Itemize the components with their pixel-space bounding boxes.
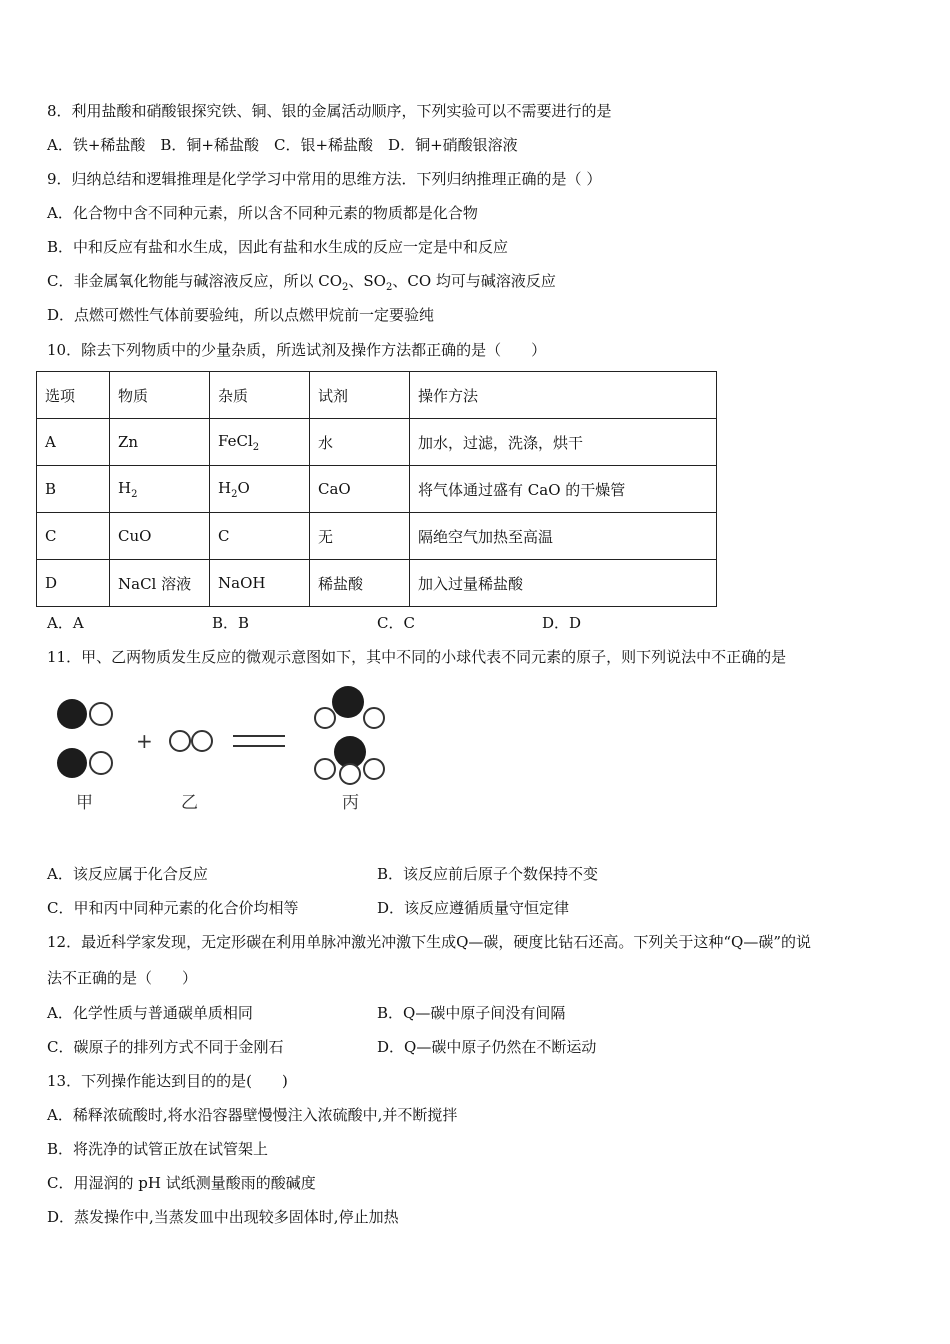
row-impurity: C: [210, 513, 310, 560]
header-option: 选项: [37, 372, 110, 419]
molecule-bing-1: [315, 686, 384, 728]
q9-c-sub-1: 2: [342, 282, 349, 293]
header-substance: 物质: [110, 372, 210, 419]
q9-option-d: D．点燃可燃性气体前要验纯，所以点燃甲烷前一定要验纯: [47, 306, 435, 324]
q11-stem: 11．甲、乙两物质发生反应的微观示意图如下，其中不同的小球代表不同元素的原子，则下列说法中不正确的是: [47, 648, 787, 666]
row-reagent: 稀盐酸: [310, 560, 410, 607]
row-method: 将气体通过盛有 CaO 的干燥管: [410, 466, 717, 513]
row-option: B: [37, 466, 110, 513]
q9-c-text-2: 、SO: [348, 272, 386, 290]
molecule-jia-2: [57, 748, 112, 778]
q9-option-a: A．化合物中含不同种元素，所以含不同种元素的物质都是化合物: [47, 204, 478, 222]
q9-option-c: [47, 271, 556, 298]
q12-stem-line1: 12．最近科学家发现，无定形碳在利用单脉冲激光冲激下生成Q—碳，硬度比钻石还高。下列关于这种“Q—碳”的说: [47, 933, 812, 951]
row-reagent: 无: [310, 513, 410, 560]
q10-option-d: D．D: [542, 614, 582, 632]
q11-option-c: C．甲和丙中同种元素的化合价均相等: [47, 899, 299, 917]
row-impurity: [210, 419, 310, 466]
row-method: 加水，过滤，洗涤，烘干: [410, 419, 717, 466]
table-header-row: [37, 372, 717, 419]
impurity-sub: 2: [231, 488, 238, 500]
q8-stem: 8．利用盐酸和硝酸银探究铁、铜、银的金属活动顺序，下列实验可以不需要进行的是: [47, 102, 612, 120]
row-substance: [110, 466, 210, 513]
q12-option-d: D．Q—碳中原子仍然在不断运动: [377, 1038, 597, 1056]
q10-option-b: B．B: [212, 614, 250, 632]
impurity-main: FeCl: [218, 431, 253, 450]
q9-c-text-3: 、CO 均可与碱溶液反应: [392, 272, 556, 290]
q8-options: A．铁+稀盐酸 B．铜+稀盐酸 C．银+稀盐酸 D．铜+硝酸银溶液: [47, 136, 518, 154]
q11-option-b: B．该反应前后原子个数保持不变: [377, 865, 599, 883]
q12-option-b: B．Q—碳中原子间没有间隔: [377, 1004, 566, 1022]
impurity-tail: O: [237, 478, 250, 497]
header-impurity: 杂质: [210, 372, 310, 419]
q10-option-c: C．C: [377, 614, 415, 632]
table-row: [37, 466, 717, 513]
row-option: D: [37, 560, 110, 607]
q13-option-a: A．稀释浓硫酸时,将水沿容器壁慢慢注入浓硫酸中,并不断搅拌: [47, 1106, 458, 1124]
label-jia: 甲: [76, 793, 93, 813]
row-method: 隔绝空气加热至高温: [410, 513, 717, 560]
row-option: C: [37, 513, 110, 560]
header-method: 操作方法: [410, 372, 717, 419]
q10-table: [36, 371, 717, 607]
plus-sign: +: [136, 729, 153, 753]
q9-option-b: B．中和反应有盐和水生成，因此有盐和水生成的反应一定是中和反应: [47, 238, 509, 256]
row-substance: CuO: [110, 513, 210, 560]
row-method: 加入过量稀盐酸: [410, 560, 717, 607]
row-reagent: CaO: [310, 466, 410, 513]
q9-stem: 9．归纳总结和逻辑推理是化学学习中常用的思维方法．下列归纳推理正确的是（ ）: [47, 170, 602, 188]
label-yi: 乙: [181, 793, 198, 813]
q13-option-b: B．将洗净的试管正放在试管架上: [47, 1140, 269, 1158]
q13-option-c: C．用湿润的 pH 试纸测量酸雨的酸碱度: [47, 1174, 316, 1192]
q11-option-d: D．该反应遵循质量守恒定律: [377, 899, 570, 917]
molecule-yi: [170, 731, 212, 751]
row-option: A: [37, 419, 110, 466]
q10-option-a: A．A: [47, 614, 84, 632]
table-row: [37, 513, 717, 560]
q10-stem: 10．除去下列物质中的少量杂质，所选试剂及操作方法都正确的是（ ）: [47, 341, 547, 359]
q13-option-d: D．蒸发操作中,当蒸发皿中出现较多固体时,停止加热: [47, 1208, 399, 1226]
impurity-main: H: [218, 478, 232, 497]
q9-c-sub-2: 2: [385, 282, 393, 293]
reaction-arrow: [233, 736, 285, 746]
q12-stem-line2: 法不正确的是（ ）: [47, 969, 198, 987]
row-impurity: NaOH: [210, 560, 310, 607]
row-reagent: 水: [310, 419, 410, 466]
row-impurity: [210, 466, 310, 513]
molecule-bing-2: [315, 736, 384, 784]
substance-main: H: [118, 478, 132, 497]
q13-stem: 13．下列操作能达到目的的是( ): [47, 1072, 288, 1090]
table-row: [37, 560, 717, 607]
impurity-sub: 2: [252, 441, 260, 453]
label-bing: 丙: [342, 793, 359, 813]
q11-option-a: A．该反应属于化合反应: [47, 865, 208, 883]
molecule-jia-1: [57, 699, 112, 729]
q12-option-a: A．化学性质与普通碳单质相同: [47, 1004, 253, 1022]
row-substance: Zn: [110, 419, 210, 466]
q12-option-c: C．碳原子的排列方式不同于金刚石: [47, 1038, 284, 1056]
header-reagent: 试剂: [310, 372, 410, 419]
row-substance: NaCl 溶液: [110, 560, 210, 607]
q9-c-text-1: C．非金属氧化物能与碱溶液反应，所以 CO: [47, 272, 343, 290]
molecule-diagram: [40, 680, 400, 820]
substance-sub: 2: [131, 488, 138, 500]
table-row: [37, 419, 717, 466]
